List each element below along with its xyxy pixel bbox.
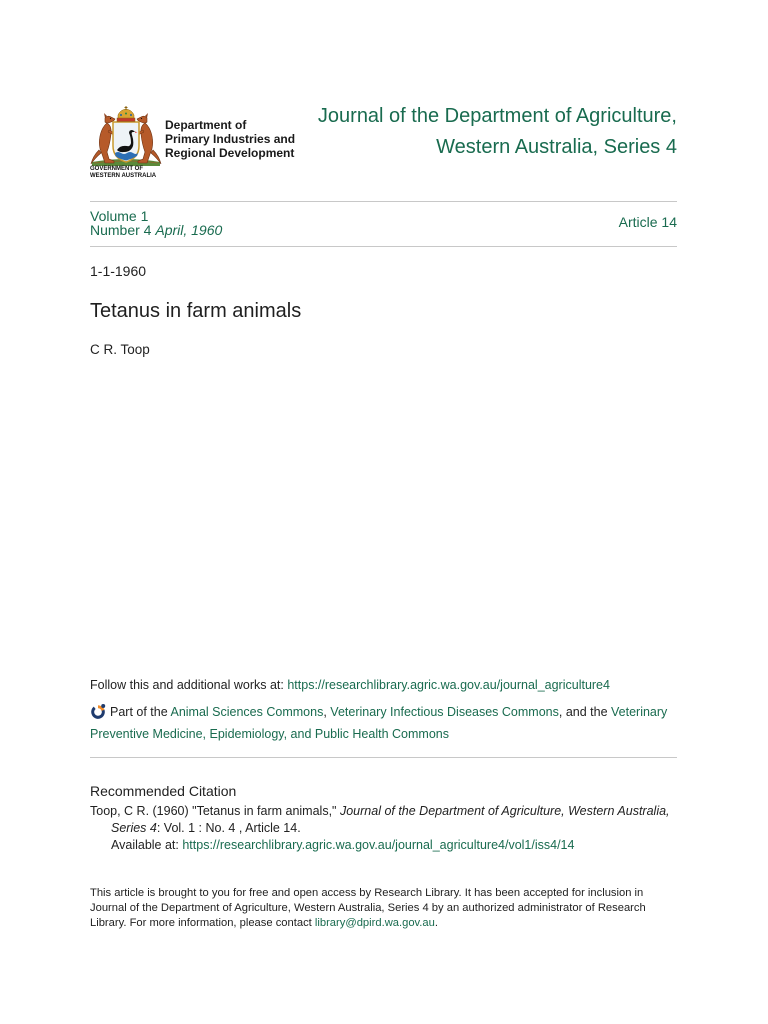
issue-date[interactable]: April, 1960: [155, 222, 223, 238]
open-access-notice-text: This article is brought to you for free and open access by Research Library. It has been accepted for inclusion in Journal of the Department of Agriculture, Western Australia, Series 4 by an authorized administrator of Research Library. For more information, please contact: [90, 887, 646, 929]
journal-title-line[interactable]: Journal of the Department of Agriculture,: [317, 105, 677, 127]
part-of-label: Part of the: [110, 705, 168, 719]
government-label-line: WESTERN AUSTRALIA: [90, 173, 157, 179]
department-name-line: Primary Industries and: [165, 132, 296, 146]
recommended-citation: [90, 803, 680, 854]
part-of-commons: [90, 701, 680, 745]
agency-logo[interactable]: [90, 106, 305, 182]
citation-heading: Recommended Citation: [90, 783, 237, 799]
commons-link-animal-sciences[interactable]: Animal Sciences Commons: [170, 705, 324, 719]
separator: ,: [323, 705, 327, 719]
contact-email-link[interactable]: library@dpird.wa.gov.au: [314, 917, 435, 929]
citation-author-title: Toop, C R. (1960) "Tetanus in farm animals,": [90, 804, 337, 818]
collection-url-link[interactable]: https://researchlibrary.agric.wa.gov.au/journal_agriculture4: [287, 678, 610, 692]
article-title: Tetanus in farm animals: [90, 300, 302, 322]
citation-journal: Journal of the Department of Agriculture, Western Australia, Series 4: [111, 804, 670, 835]
citation-availability: [90, 837, 680, 854]
commons-link-veterinary-infectious-diseases[interactable]: Veterinary Infectious Diseases Commons: [330, 705, 559, 719]
article-url-link[interactable]: https://researchlibrary.agric.wa.gov.au/journal_agriculture4/vol1/iss4/14: [182, 838, 575, 852]
separator: , and the: [558, 705, 608, 719]
citation-details: : Vol. 1 : No. 4 , Article 14.: [156, 821, 301, 835]
divider: [90, 246, 677, 247]
open-access-notice: [90, 886, 660, 931]
department-name: [165, 118, 295, 160]
issue-info: [90, 209, 222, 237]
notice-end-punctuation: .: [434, 917, 438, 929]
right-kangaroo: [137, 113, 161, 164]
citation-text: [90, 803, 680, 837]
follow-works-line: [90, 677, 610, 693]
journal-title-link[interactable]: [318, 101, 677, 163]
follow-works-label: Follow this and additional works at:: [90, 678, 284, 692]
volume-link[interactable]: Volume 1: [90, 208, 149, 224]
author-name: C R. Toop: [90, 342, 150, 357]
publication-date: 1-1-1960: [90, 263, 147, 279]
journal-title-line[interactable]: Western Australia, Series 4: [436, 136, 677, 158]
department-name-line: Regional Development: [165, 146, 295, 160]
divider: [90, 201, 677, 202]
left-kangaroo: [91, 113, 115, 164]
available-at-label: Available at:: [111, 838, 179, 852]
department-name-line: Department of: [165, 118, 247, 132]
article-link[interactable]: Article 14: [618, 214, 677, 230]
shield: [113, 122, 139, 162]
government-label: [90, 166, 164, 180]
crown: [117, 106, 135, 122]
divider: [90, 757, 677, 758]
article-number: [619, 214, 677, 230]
number-link[interactable]: Number 4: [90, 222, 152, 238]
coat-of-arms-icon: [90, 106, 162, 168]
commons-link-veterinary-preventive-medicine[interactable]: Veterinary Preventive Medicine, Epidemiology, and Public Health Commons: [90, 705, 668, 741]
government-label-line: GOVERNMENT OF: [90, 166, 144, 172]
